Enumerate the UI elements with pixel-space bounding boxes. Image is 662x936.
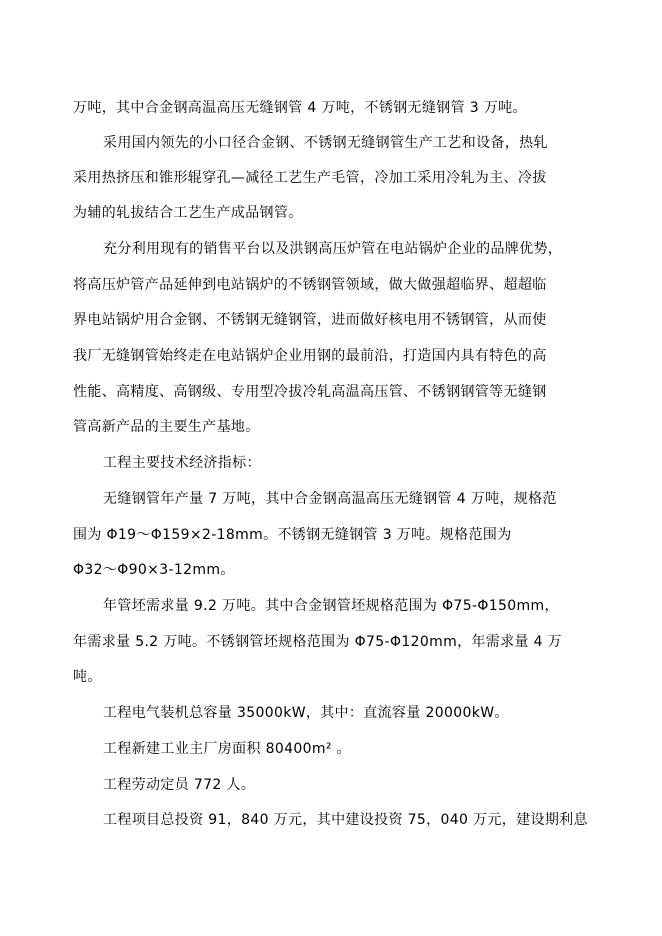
text-line: 管高新产品的主要生产基地。 <box>73 419 260 435</box>
text-line: 工程电气装机总容量 35000kW，其中：直流容量 20000kW。 <box>103 705 509 721</box>
text-line: 采用热挤压和锥形辊穿孔—减径工艺生产毛管，冷加工采用冷轧为主、冷拔 <box>73 170 547 186</box>
text-line: 为辅的轧拔结合工艺生产成品钢管。 <box>73 205 303 221</box>
text-line: 采用国内领先的小口径合金钢、不锈钢无缝钢管生产工艺和设备，热轧 <box>103 135 548 151</box>
text-line: 将高压炉管产品延伸到电站锅炉的不锈钢管领域，做大做强超临界、超超临 <box>73 277 547 293</box>
text-line: 工程主要技术经济指标： <box>103 455 261 471</box>
text-line: 年管坯需求量 9.2 万吨。其中合金钢管坯规格范围为 Φ75-Φ150mm， <box>103 598 559 614</box>
text-line: 万吨，其中合金钢高温高压无缝钢管 4 万吨，不锈钢无缝钢管 3 万吨。 <box>73 100 527 116</box>
text-line: 工程劳动定员 772 人。 <box>103 777 256 793</box>
text-line: 围为 Φ19～Φ159×2-18mm。不锈钢无缝钢管 3 万吨。规格范围为 <box>73 527 512 543</box>
text-line: 充分利用现有的销售平台以及洪钢高压炉管在电站锅炉企业的品牌优势， <box>103 241 563 257</box>
text-line: 性能、高精度、高钢级、专用型冷拔冷轧高温高压管、不锈钢钢管等无缝钢 <box>73 384 547 400</box>
text-line: 年需求量 5.2 万吨。不锈钢管坯规格范围为 Φ75-Φ120mm，年需求量 4 万 <box>73 634 563 650</box>
text-line: 我厂无缝钢管始终走在电站锅炉企业用钢的最前沿，打造国内具有特色的高 <box>73 348 547 364</box>
text-line: 界电站锅炉用合金钢、不锈钢无缝钢管，进而做好核电用不锈钢管，从而使 <box>73 312 547 328</box>
text-line: 工程项目总投资 91，840 万元，其中建设投资 75，040 万元，建设期利息 <box>103 812 588 828</box>
text-line: 工程新建工业主厂房面积 80400m² 。 <box>103 741 352 757</box>
text-line: 吨。 <box>73 669 102 685</box>
text-line: 无缝钢管年产量 7 万吨，其中合金钢高温高压无缝钢管 4 万吨，规格范 <box>103 491 557 507</box>
text-line: Φ32～Φ90×3-12mm。 <box>73 562 235 578</box>
